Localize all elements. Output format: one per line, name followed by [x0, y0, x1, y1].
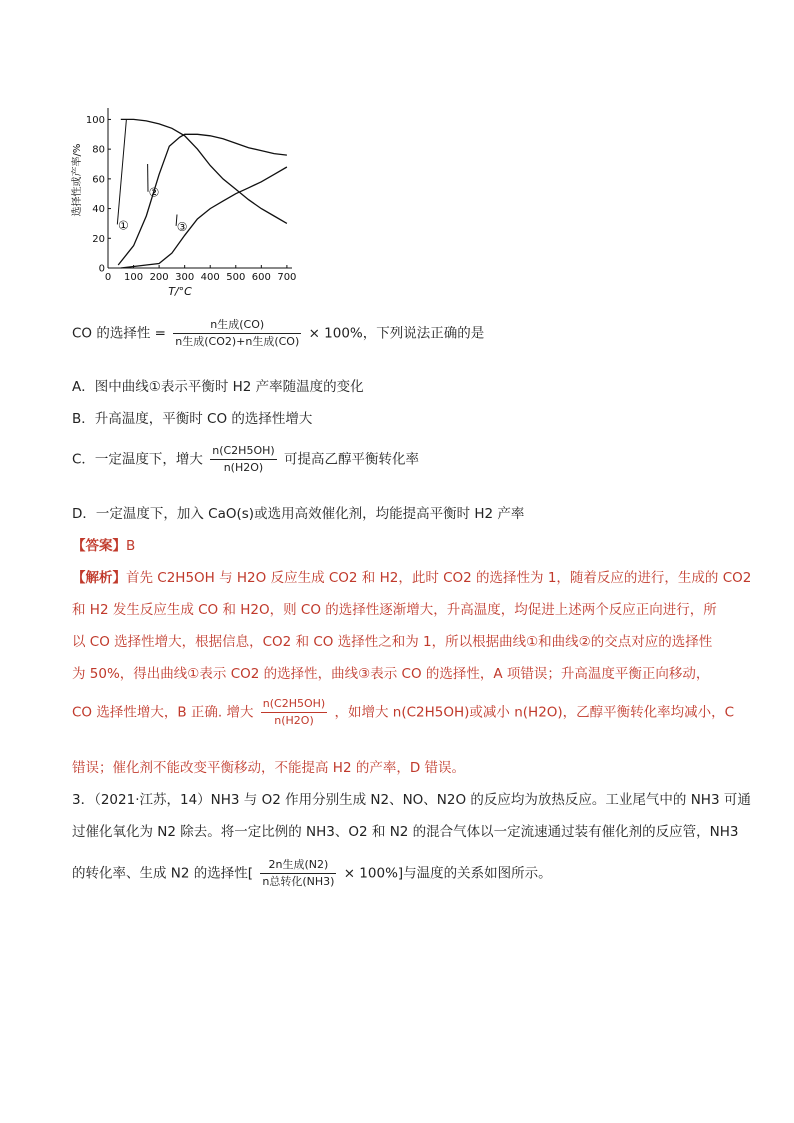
analysis-line-2: 和 H2 发生反应生成 CO 和 H2O，则 CO 的选择性逐渐增大，升高温度，均促进上述两个反应正向进行，所 [72, 602, 717, 618]
option-b: B．升高温度，平衡时 CO 的选择性增大 [72, 411, 313, 427]
y-tick-label: 80 [92, 144, 105, 156]
x-tick-label: 300 [175, 272, 195, 283]
option-c-suffix: 可提高乙醇平衡转化率 [283, 451, 419, 468]
option-d: D．一定温度下，加入 CaO(s)或选用高效催化剂，均能提高平衡时 H2 产率 [72, 506, 525, 522]
q3-line-2: 过催化氧化为 N2 除去。将一定比例的 NH3、O2 和 N2 的混合气体以一定流速通过装有催化剂的反应管，NH3 [72, 824, 739, 840]
co-def-fraction [173, 318, 301, 349]
curve-label-3: ③ [176, 219, 188, 234]
y-tick-label: 100 [85, 114, 105, 126]
curve-2 [118, 134, 287, 265]
analysis-5-fraction [261, 697, 327, 728]
co-def-denominator: n生成(CO2)+n生成(CO) [175, 335, 300, 348]
y-tick-label: 40 [92, 204, 105, 216]
option-c-fraction [210, 444, 276, 475]
answer-value: B [126, 538, 136, 554]
analysis-line-6: 错误；催化剂不能改变平衡移动，不能提高 H2 的产率，D 错误。 [72, 760, 466, 776]
option-c-prefix: C．一定温度下，增大 [72, 451, 203, 468]
answer-label: 【答案】 [72, 538, 126, 554]
y-axis-label: 选择性或产率/% [72, 143, 83, 217]
x-tick-label: 200 [149, 272, 169, 283]
curve-label-1: ① [117, 218, 129, 233]
x-tick-label: 0 [104, 272, 112, 283]
analysis-label: 【解析】 [72, 570, 126, 586]
y-tick-label: 20 [92, 233, 105, 245]
curve-label-leader-1 [117, 119, 126, 224]
y-tick-label: 0 [98, 263, 105, 275]
q3-fraction [260, 858, 336, 889]
chart-svg [70, 100, 300, 300]
x-tick-label: 700 [277, 272, 297, 283]
x-tick-label: 600 [251, 272, 271, 283]
analysis-line-4: 为 50%，得出曲线①表示 CO2 的选择性，曲线③表示 CO 的选择性，A 项错误；升高温度平衡正向移动， [72, 666, 710, 682]
option-c-numerator: n(C2H5OH) [210, 444, 276, 460]
y-tick-label: 60 [92, 174, 105, 186]
analysis-5-suffix: ，如增大 n(C2H5OH)或减小 n(H2O)，乙醇平衡转化率均减小，C [334, 704, 735, 721]
analysis-line-5 [72, 697, 734, 728]
option-c [72, 444, 419, 475]
selectivity-chart [70, 100, 300, 300]
q3-line-3-prefix: 的转化率、生成 N2 的选择性[ [72, 865, 254, 882]
analysis-5-denominator: n(H2O) [274, 714, 314, 727]
co-def-suffix: × 100%，下列说法正确的是 [308, 325, 485, 342]
q3-line-3-suffix: × 100%]与温度的关系如图所示。 [343, 865, 552, 882]
option-a: A．图中曲线①表示平衡时 H2 产率随温度的变化 [72, 379, 364, 395]
answer [72, 537, 135, 555]
x-tick-label: 100 [124, 272, 144, 283]
q3-denominator: n总转化(NH3) [262, 875, 335, 888]
x-axis-label: T/°C [168, 285, 192, 298]
analysis-line-3: 以 CO 选择性增大，根据信息，CO2 和 CO 选择性之和为 1，所以根据曲线①和曲线②的交点对应的选择性 [72, 634, 713, 650]
co-def-numerator: n生成(CO) [173, 318, 301, 334]
option-c-denominator: n(H2O) [223, 461, 264, 474]
x-tick-label: 500 [226, 272, 246, 283]
analysis-5-numerator: n(C2H5OH) [261, 697, 327, 713]
q3-numerator: 2n生成(N2) [260, 858, 336, 874]
curve-label-2: ② [148, 185, 160, 200]
q3-line-1: 3．（2021·江苏，14）NH3 与 O2 作用分别生成 N2、NO、N2O 的反应均为放热反应。工业尾气中的 NH3 可通 [72, 792, 751, 808]
analysis-5-prefix: CO 选择性增大，B 正确. 增大 [72, 704, 254, 721]
x-tick-label: 400 [200, 272, 220, 283]
analysis-text-1: 首先 C2H5OH 与 H2O 反应生成 CO2 和 H2，此时 CO2 的选择性为 1，随着反应的进行，生成的 CO2 [126, 570, 752, 586]
co-selectivity-definition [72, 318, 484, 349]
co-def-prefix: CO 的选择性 = [72, 325, 166, 342]
q3-line-3 [72, 858, 552, 889]
analysis-line-1 [72, 569, 751, 587]
